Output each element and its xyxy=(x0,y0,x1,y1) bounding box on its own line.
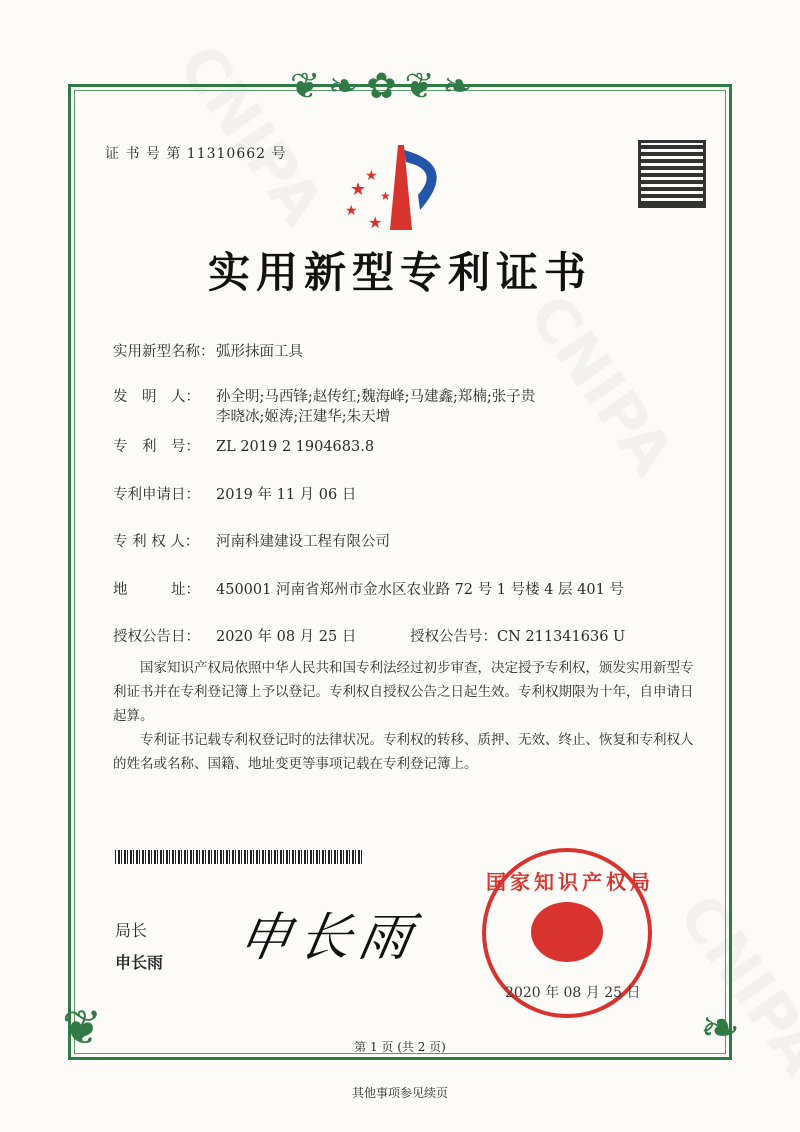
paragraph-grant: 国家知识产权局依照中华人民共和国专利法经过初步审查，决定授予专利权，颁发实用新型专利证书并在专利登记簿上予以登记。专利权自授权公告之日起生效。专利权期限为十年，自申请日起算。 xyxy=(113,660,694,724)
seal-text: 国家知识产权局 xyxy=(486,870,654,894)
field-application-date: 专利申请日： 2019 年 11 月 06 日 xyxy=(113,487,357,503)
national-emblem-icon xyxy=(531,902,603,962)
page-info: 第 1 页 (共 2 页) xyxy=(354,1040,446,1054)
paragraph-legal-status: 专利证书记载专利权登记时的法律状况。专利权的转移、质押、无效、终止、恢复和专利权人的姓名或名称、国籍、地址变更等事项记载在专利登记簿上。 xyxy=(113,732,694,772)
certificate-number: 证 书 号 第 11310662 号 xyxy=(105,146,287,162)
director-name: 申长雨 xyxy=(115,953,164,972)
svg-text:★: ★ xyxy=(365,168,378,184)
top-ornament-icon: ❦❧✿❦❧ xyxy=(290,66,481,107)
svg-text:★: ★ xyxy=(345,203,358,219)
field-patentee: 专 利 权 人： 河南科建建设工程有限公司 xyxy=(113,534,390,550)
field-inventors-line2: 李晓冰;姬涛;汪建华;朱天增 xyxy=(216,409,391,425)
seal-date: 2020 年 08 月 25 日 xyxy=(505,985,641,1001)
svg-text:★: ★ xyxy=(350,179,367,200)
field-announcement-number: 授权公告号：CN 211341636 U xyxy=(410,629,626,645)
continuation-note: 其他事项参见续页 xyxy=(351,1086,448,1100)
svg-text:★: ★ xyxy=(368,213,383,232)
field-patent-number: 专 利 号： ZL 2019 2 1904683.8 xyxy=(113,439,375,455)
field-grant-date: 授权公告日： 2020 年 08 月 25 日 xyxy=(113,629,357,645)
corner-ornament-icon: ❦ xyxy=(62,1000,103,1056)
field-inventors: 发 明 人： 孙全明;马西锋;赵传红;魏海峰;马建鑫;郑楠;张子贵 xyxy=(113,389,536,405)
barcode xyxy=(115,850,363,864)
field-address: 地 址： 450001 河南省郑州市金水区农业路 72 号 1 号楼 4 层 401 号 xyxy=(113,582,624,598)
field-utility-model-name: 实用新型名称： 弧形抹面工具 xyxy=(113,344,303,360)
cnipa-logo-icon xyxy=(340,140,460,235)
page-title: 实用新型专利证书 xyxy=(207,248,592,297)
corner-ornament-icon: ❧ xyxy=(700,1000,741,1056)
qr-code xyxy=(641,143,703,205)
director-title: 局长 xyxy=(115,921,148,940)
svg-text:★: ★ xyxy=(380,189,391,203)
director-signature: 申长雨 xyxy=(233,908,425,968)
